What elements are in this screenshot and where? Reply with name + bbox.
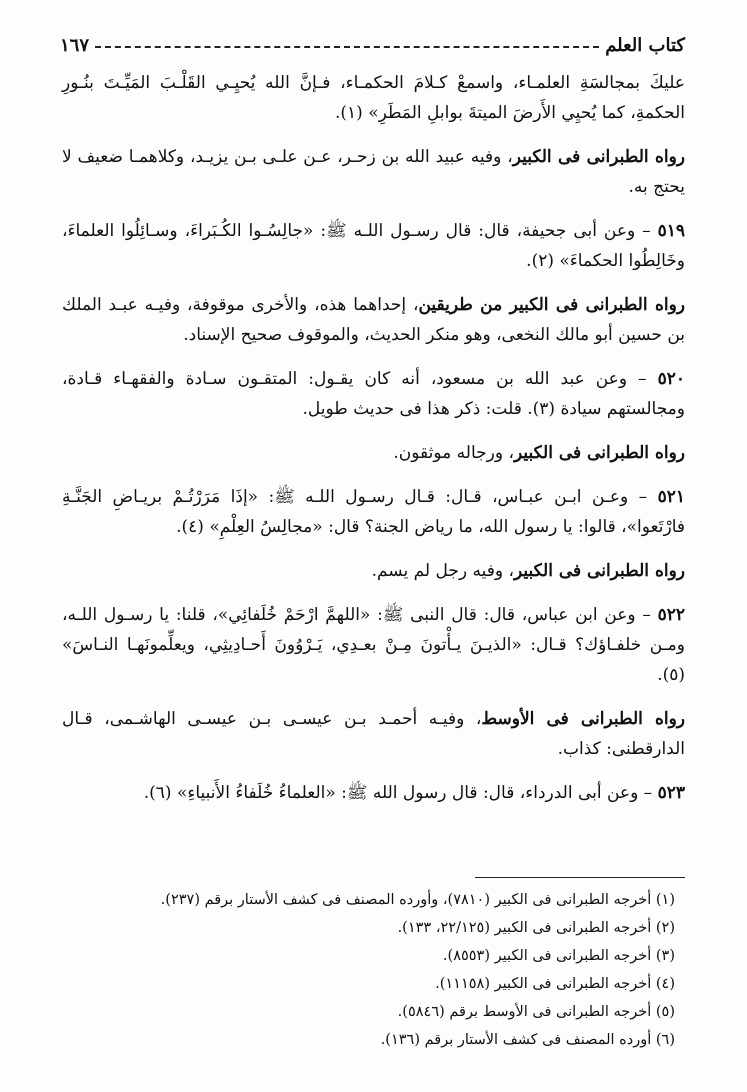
hadith-number: ٥١٩ bbox=[657, 221, 685, 241]
hadith-text: – وعن عبد الله بن مسعود، أنه كان يقـول: المتقـون سـادة والفقهـاء قـادة، ومجالستهم سيادة (٣). قلت: ذكر هذا فى حديث طويل. bbox=[62, 369, 685, 419]
hadith-522 bbox=[62, 600, 685, 690]
footnote-divider bbox=[475, 877, 685, 878]
source-detail: ، وفيه عبيد الله بن زحـر، عـن علـى بـن يزيـد، وكلاهمـا ضعيف لا يحتج به. bbox=[62, 147, 685, 197]
hadith-number: ٥٢٠ bbox=[657, 369, 685, 389]
source-note bbox=[62, 290, 685, 350]
source-detail: ، إحداهما هذه، والأخرى موقوفة، وفيـه عبـد الملك بن حسين أبو مالك النخعى، وهو منكر الحديث، والموقوف صحيح الإسناد. bbox=[62, 295, 685, 345]
footnote-item: (٢) أخرجه الطبرانى فى الكبير (٢٢/١٢٥، ١٣٣). bbox=[397, 920, 675, 936]
hadith-number: ٥٢١ bbox=[657, 487, 685, 507]
paragraph-continuation: عليكَ بمجالسَةِ العلمـاء، واسمعْ كـلامَ الحكمـاء، فـإنَّ الله يُحيِـي القَلْـبَ المَيِّـتَ بنُـورِ الحكمةِ، كما يُحيِي الأَرضَ الميتةَ بوابلِ المَطَرِ» (١). bbox=[62, 73, 685, 123]
source-label: رواه الطبرانى فى الكبير من طريقين bbox=[418, 295, 685, 315]
source-note bbox=[62, 438, 685, 468]
hadith-number: ٥٢٢ bbox=[657, 605, 685, 625]
source-label: رواه الطبرانى فى الكبير bbox=[513, 443, 685, 463]
source-note bbox=[62, 556, 685, 586]
hadith-text: – وعـن ابـن عبـاس، قـال: قـال رسـول اللـه ﷺ: «إذَا مَرَرْتُـمْ بريـاضِ الجَنَّـةِ فارْتَعوا»، قالوا: يا رسول الله، ما رياض الجنة؟ قال: «مجالِسُ العِلْمِ» (٤). bbox=[62, 487, 685, 537]
hadith-523 bbox=[62, 778, 685, 808]
hadith-number: ٥٢٣ bbox=[657, 783, 685, 803]
footnote-item: (٥) أخرجه الطبرانى فى الأوسط برقم (٥٨٤٦). bbox=[397, 1004, 675, 1020]
footnote-item: (٣) أخرجه الطبرانى فى الكبير (٨٥٥٣). bbox=[442, 948, 675, 964]
hadith-519 bbox=[62, 216, 685, 276]
source-label: رواه الطبرانى فى الأوسط bbox=[481, 709, 686, 729]
hadith-text: – وعن أبى جحيفة، قال: قال رسـول اللـه ﷺ: «جالِسُـوا الكُـبَراءَ، وسـائِلُوا العلماءَ، وخَالِطُوا الحكماءَ» (٢). bbox=[62, 221, 685, 271]
source-detail: ، وفيه رجل لم يسم. bbox=[371, 561, 514, 581]
footnote-item: (٤) أخرجه الطبرانى فى الكبير (١١١٥٨). bbox=[435, 976, 675, 992]
source-detail: ، ورجاله موثقون. bbox=[393, 443, 514, 463]
source-detail: ، وفيـه أحمـد بـن عيسـى بـن عيسـى الهاشـمى، قـال الدارقطنى: كذاب. bbox=[62, 709, 685, 759]
page-number: ١٦٧ bbox=[60, 34, 90, 56]
hadith-521 bbox=[62, 482, 685, 542]
footnote-item: (٦) أورده المصنف فى كشف الأستار برقم (١٣٦). bbox=[380, 1032, 675, 1048]
hadith-text: – وعن ابن عباس، قال: قال النبى ﷺ: «اللهمَّ ارْحَمْ خُلَفائِي»، قلنا: يا رسـول اللـه، ومـن خلفـاؤك؟ قـال: «الذيـنَ يـأْتونَ مِـنْ بعـدِي، يَـرْوُونَ أَحـادِيثِي، ويعلِّمونَهـا النـاسَ» (٥). bbox=[62, 605, 685, 685]
book-title: كتاب العلم bbox=[605, 34, 685, 56]
page-header bbox=[60, 30, 685, 60]
footnote-item: (١) أخرجه الطبرانى فى الكبير (٧٨١٠)، وأورده المصنف فى كشف الأستار برقم (٢٣٧). bbox=[160, 892, 675, 908]
source-note bbox=[62, 704, 685, 764]
hadith-520 bbox=[62, 364, 685, 424]
hadith-text: – وعن أبى الدرداء، قال: قال رسول الله ﷺ: «العلماءُ خُلَفاءُ الأَنبياءِ» (٦). bbox=[143, 783, 658, 803]
source-label: رواه الطبرانى فى الكبير bbox=[512, 147, 686, 167]
footnotes bbox=[62, 886, 675, 1054]
source-note bbox=[62, 142, 685, 202]
source-label: رواه الطبرانى فى الكبير bbox=[513, 561, 685, 581]
header-dashed-rule bbox=[95, 46, 599, 48]
main-text bbox=[62, 68, 685, 822]
